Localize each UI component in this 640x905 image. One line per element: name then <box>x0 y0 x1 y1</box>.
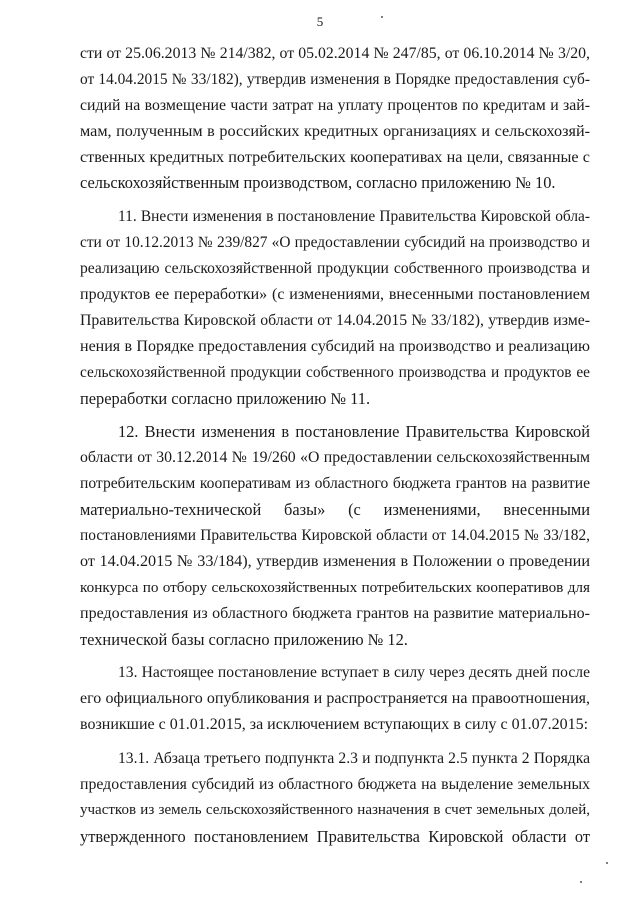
text-line: продуктов ее переработки» (с изменениями, внесенными постановлением <box>80 286 590 304</box>
text-line: переработки согласно приложению № 11. <box>80 388 371 408</box>
text-line: 12. Внести изменения в постановление Правительства Кировской <box>118 422 590 442</box>
text-line: Правительства Кировской области от 14.04.2015 № 33/182), утвердив изме- <box>80 311 590 329</box>
text-line: технической базы согласно приложению № 12. <box>80 629 408 649</box>
paragraph-11 <box>80 204 590 411</box>
text-line: утвержденного постановлением Правительства Кировской области от <box>80 826 590 846</box>
paragraph-13 <box>80 660 590 738</box>
text-line: сидий на возмещение части затрат на уплату процентов по кредитам и зай- <box>80 96 590 114</box>
scan-speck <box>381 16 383 18</box>
text-line: постановлениями Правительства Кировской области от 14.04.2015 № 33/182, <box>80 527 590 545</box>
paragraph-13-1 <box>80 746 590 850</box>
text-line: сельскохозяйственной продукции собственного производства и продуктов ее <box>80 363 590 381</box>
text-line: реализацию сельскохозяйственной продукции собственного производства и <box>80 260 590 278</box>
text-line: возникшие с 01.01.2015, за исключением вступающих в силу с 01.07.2015: <box>80 716 589 734</box>
text-line: предоставления из областного бюджета грантов на развитие материально- <box>80 604 590 622</box>
text-line: 13.1. Абзаца третьего подпункта 2.3 и подпункта 2.5 пункта 2 Порядка <box>118 750 590 768</box>
text-line: сти от 25.06.2013 № 214/382, от 05.02.2014 № 247/85, от 06.10.2014 № 3/20, <box>80 45 590 62</box>
text-line: потребительским кооперативам из областного бюджета грантов на развитие <box>80 475 590 493</box>
paragraph-12 <box>80 419 590 652</box>
scan-speck <box>606 862 608 864</box>
text-line: 13. Настоящее постановление вступает в силу через десять дней после <box>118 664 590 682</box>
text-line: нения в Порядке предоставления субсидий на производство и реализацию <box>80 337 590 355</box>
document-body <box>80 41 590 850</box>
text-line: материально-технической базы» (с изменениями, внесенными <box>80 500 590 520</box>
text-line: 11. Внести изменения в постановление Правительства Кировской обла- <box>118 208 590 226</box>
text-line: ственных кредитных потребительских кооперативах на цели, связанные с <box>80 147 590 166</box>
text-line: от 14.04.2015 № 33/182), утвердив изменения в Порядке предоставления суб- <box>80 70 590 88</box>
text-line: конкурса по отбору сельскохозяйственных потребительских кооперативов для <box>80 578 590 596</box>
text-line: мам, полученным в российских кредитных организациях и сельскохозяй- <box>80 121 590 140</box>
text-line: сти от 10.12.2013 № 239/827 «О предоставлении субсидий на производство и <box>80 234 590 252</box>
text-line: сельскохозяйственным производством, согласно приложению № 10. <box>80 173 556 193</box>
text-line: его официального опубликования и распространяется на правоотношения, <box>80 690 590 708</box>
text-line: области от 30.12.2014 № 19/260 «О предоставлении сельскохозяйственным <box>80 449 590 467</box>
paragraph-10-continuation <box>80 41 590 196</box>
text-line: участков из земель сельскохозяйственного назначения в счет земельных долей, <box>80 801 590 818</box>
text-line: предоставления субсидий из областного бюджета на выделение земельных <box>80 776 590 794</box>
page-number: 5 <box>316 14 324 29</box>
scan-speck <box>580 881 582 883</box>
text-line: от 14.04.2015 № 33/184), утвердив изменения в Положении о проведении <box>80 551 590 570</box>
